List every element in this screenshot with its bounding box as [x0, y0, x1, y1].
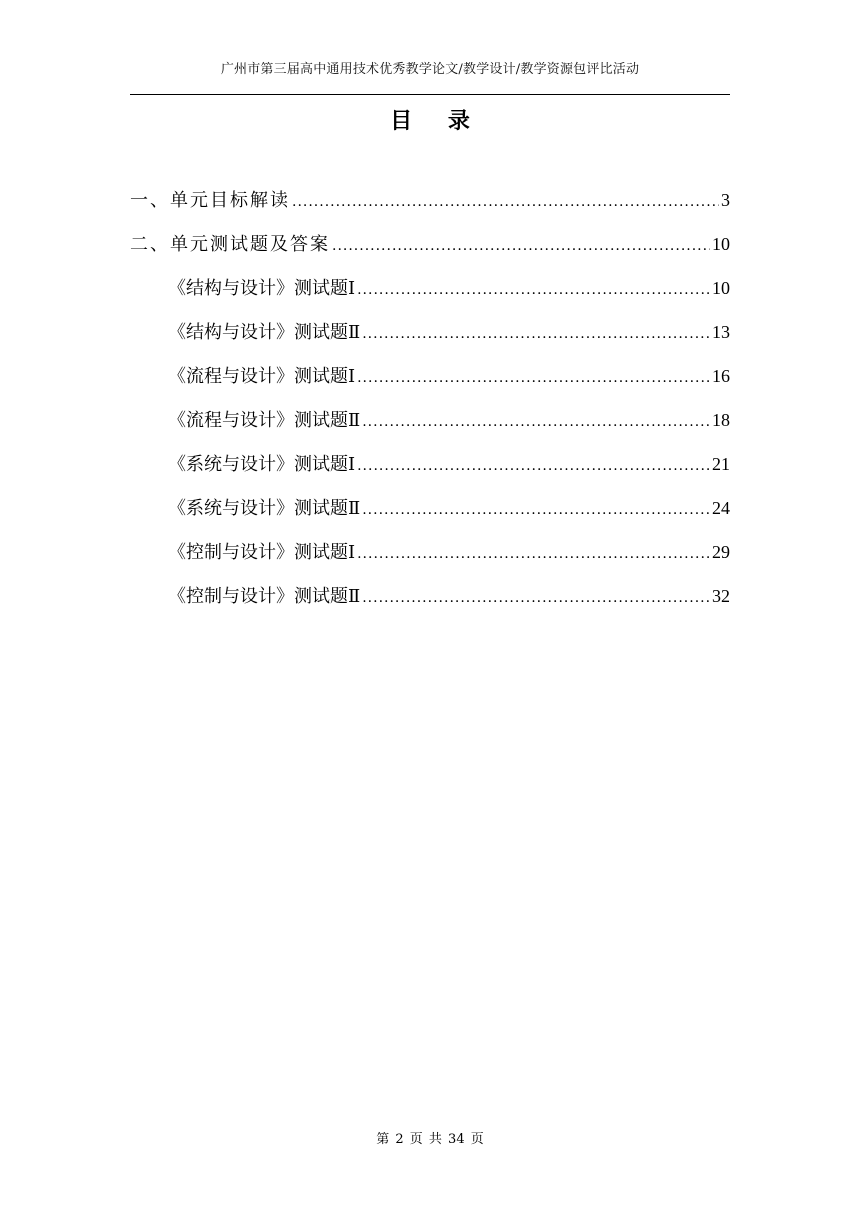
toc-page-number: 21	[712, 454, 730, 474]
toc-entry-text: 《系统与设计》测试题Ⅱ	[168, 498, 361, 519]
toc-dot-leader	[362, 583, 710, 612]
toc-page-number: 10	[712, 278, 730, 298]
toc-entry[interactable]	[130, 582, 730, 626]
toc-dot-leader	[357, 363, 710, 392]
toc-entry-text: 《控制与设计》测试题Ⅰ	[168, 542, 356, 563]
toc-page-number: 16	[712, 366, 730, 386]
toc-page-number: 24	[712, 498, 730, 518]
toc-entry[interactable]	[130, 406, 730, 450]
toc-dot-leader	[357, 451, 710, 480]
toc-page-number: 18	[712, 410, 730, 430]
toc-title: 目 录	[390, 108, 484, 134]
toc-entry-text: 二、单元测试题及答案	[130, 234, 330, 255]
toc-entry-text: 《流程与设计》测试题Ⅱ	[168, 410, 361, 431]
page-footer: 第 2 页 共 34 页	[376, 1132, 484, 1147]
toc-entry[interactable]	[130, 538, 730, 582]
page-header: 广州市第三届高中通用技术优秀教学论文/教学设计/教学资源包评比活动	[220, 62, 640, 77]
toc-entry[interactable]	[130, 318, 730, 362]
toc-dot-leader	[362, 319, 710, 348]
toc-dot-leader	[332, 231, 710, 260]
toc-dot-leader	[292, 187, 719, 216]
toc-page-number: 13	[712, 322, 730, 342]
toc-entry[interactable]	[130, 274, 730, 318]
toc-entry-text: 《流程与设计》测试题Ⅰ	[168, 366, 356, 387]
toc-entry-text: 一、单元目标解读	[130, 190, 290, 211]
toc-page-number: 3	[721, 190, 730, 210]
toc-dot-leader	[357, 539, 710, 568]
toc-entry-text: 《系统与设计》测试题Ⅰ	[168, 454, 356, 475]
toc-dot-leader	[362, 495, 710, 524]
toc-entry[interactable]	[130, 230, 730, 274]
toc-entry[interactable]	[130, 186, 730, 230]
toc-entry[interactable]	[130, 494, 730, 538]
toc-entry-text: 《结构与设计》测试题Ⅱ	[168, 322, 361, 343]
toc-entry-text: 《结构与设计》测试题Ⅰ	[168, 278, 356, 299]
toc-page-number: 32	[712, 586, 730, 606]
toc-page-number: 29	[712, 542, 730, 562]
toc-dot-leader	[362, 407, 710, 436]
toc-entry-text: 《控制与设计》测试题Ⅱ	[168, 586, 361, 607]
header-divider	[130, 94, 730, 95]
table-of-contents	[130, 186, 730, 626]
toc-dot-leader	[357, 275, 710, 304]
toc-entry[interactable]	[130, 362, 730, 406]
toc-page-number: 10	[712, 234, 730, 254]
toc-entry[interactable]	[130, 450, 730, 494]
